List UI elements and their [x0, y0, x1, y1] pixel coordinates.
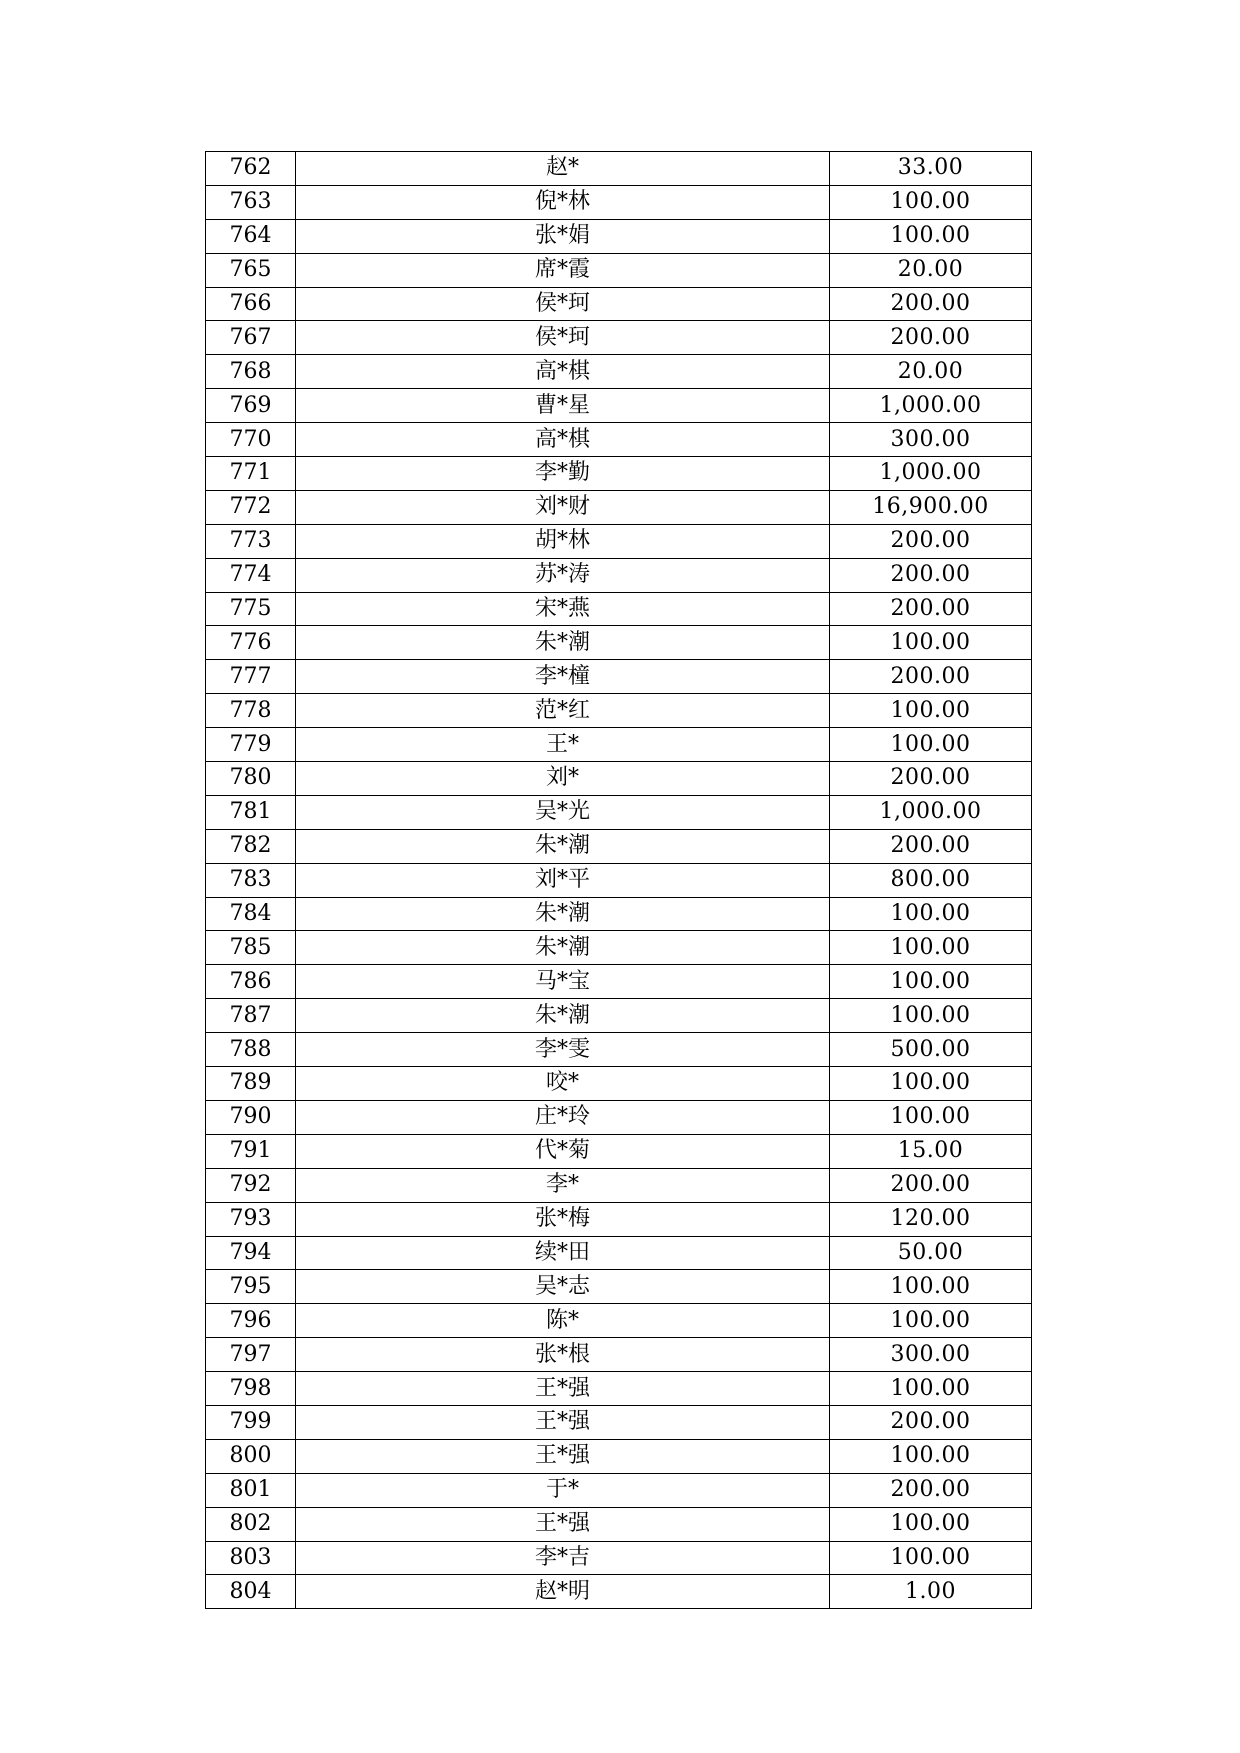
- row-number: 794: [206, 1236, 296, 1270]
- row-number: 762: [206, 152, 296, 186]
- donation-amount: 200.00: [830, 1168, 1032, 1202]
- donation-amount: 300.00: [830, 423, 1032, 457]
- donor-name: 张*梅: [296, 1202, 830, 1236]
- donation-amount: 100.00: [830, 1372, 1032, 1406]
- row-number: 777: [206, 660, 296, 694]
- donation-amount: 200.00: [830, 558, 1032, 592]
- row-number: 798: [206, 1372, 296, 1406]
- table-row: [206, 1439, 1032, 1473]
- table-row: [206, 355, 1032, 389]
- table-row: [206, 829, 1032, 863]
- table-row: [206, 423, 1032, 457]
- table-row: [206, 863, 1032, 897]
- donor-name: 王*强: [296, 1405, 830, 1439]
- donor-name: 朱*潮: [296, 626, 830, 660]
- donor-name: 张*娟: [296, 219, 830, 253]
- row-number: 799: [206, 1405, 296, 1439]
- donation-amount: 1,000.00: [830, 457, 1032, 491]
- row-number: 792: [206, 1168, 296, 1202]
- row-number: 797: [206, 1338, 296, 1372]
- donation-amount: 200.00: [830, 1405, 1032, 1439]
- donation-amount: 20.00: [830, 253, 1032, 287]
- donation-amount: 200.00: [830, 321, 1032, 355]
- donor-name: 朱*潮: [296, 829, 830, 863]
- row-number: 767: [206, 321, 296, 355]
- row-number: 802: [206, 1507, 296, 1541]
- row-number: 790: [206, 1100, 296, 1134]
- donor-name: 王*强: [296, 1507, 830, 1541]
- table-row: [206, 1304, 1032, 1338]
- donation-amount: 120.00: [830, 1202, 1032, 1236]
- donor-name: 朱*潮: [296, 999, 830, 1033]
- donor-name: 倪*林: [296, 185, 830, 219]
- donation-amount: 200.00: [830, 287, 1032, 321]
- donor-name: 范*红: [296, 694, 830, 728]
- table-row: [206, 1338, 1032, 1372]
- donor-name: 侯*珂: [296, 287, 830, 321]
- table-row: [206, 660, 1032, 694]
- row-number: 788: [206, 1033, 296, 1067]
- table-row: [206, 558, 1032, 592]
- row-number: 783: [206, 863, 296, 897]
- donor-name: 于*: [296, 1473, 830, 1507]
- row-number: 766: [206, 287, 296, 321]
- donor-name: 王*: [296, 728, 830, 762]
- table-row: [206, 897, 1032, 931]
- table-row: [206, 762, 1032, 796]
- donor-name: 宋*燕: [296, 592, 830, 626]
- donation-amount: 100.00: [830, 1507, 1032, 1541]
- donor-name: 李*橦: [296, 660, 830, 694]
- row-number: 771: [206, 457, 296, 491]
- table-body: [206, 152, 1032, 1609]
- row-number: 769: [206, 389, 296, 423]
- table-row: [206, 999, 1032, 1033]
- donation-amount: 100.00: [830, 999, 1032, 1033]
- table-row: [206, 1202, 1032, 1236]
- table-row: [206, 1541, 1032, 1575]
- donation-amount: 1.00: [830, 1575, 1032, 1609]
- row-number: 776: [206, 626, 296, 660]
- donor-name: 席*霞: [296, 253, 830, 287]
- table-row: [206, 694, 1032, 728]
- donor-name: 李*勤: [296, 457, 830, 491]
- donor-name: 侯*珂: [296, 321, 830, 355]
- donor-name: 陈*: [296, 1304, 830, 1338]
- row-number: 784: [206, 897, 296, 931]
- row-number: 795: [206, 1270, 296, 1304]
- donation-amount: 33.00: [830, 152, 1032, 186]
- donation-amount: 200.00: [830, 829, 1032, 863]
- donation-amount: 20.00: [830, 355, 1032, 389]
- donation-amount: 50.00: [830, 1236, 1032, 1270]
- donation-amount: 1,000.00: [830, 389, 1032, 423]
- donation-amount: 100.00: [830, 1541, 1032, 1575]
- row-number: 793: [206, 1202, 296, 1236]
- table-row: [206, 321, 1032, 355]
- donor-name: 刘*: [296, 762, 830, 796]
- row-number: 787: [206, 999, 296, 1033]
- donation-amount: 100.00: [830, 694, 1032, 728]
- row-number: 804: [206, 1575, 296, 1609]
- table-row: [206, 1067, 1032, 1101]
- table-row: [206, 253, 1032, 287]
- donor-name: 咬*: [296, 1067, 830, 1101]
- donation-amount: 200.00: [830, 524, 1032, 558]
- row-number: 773: [206, 524, 296, 558]
- donation-amount: 100.00: [830, 1100, 1032, 1134]
- row-number: 768: [206, 355, 296, 389]
- row-number: 775: [206, 592, 296, 626]
- table-row: [206, 185, 1032, 219]
- row-number: 796: [206, 1304, 296, 1338]
- table-row: [206, 795, 1032, 829]
- donor-name: 马*宝: [296, 965, 830, 999]
- table-row: [206, 1507, 1032, 1541]
- donor-name: 庄*玲: [296, 1100, 830, 1134]
- table-row: [206, 965, 1032, 999]
- row-number: 803: [206, 1541, 296, 1575]
- donation-amount: 200.00: [830, 660, 1032, 694]
- donation-amount: 200.00: [830, 592, 1032, 626]
- row-number: 801: [206, 1473, 296, 1507]
- donation-table: [205, 151, 1032, 1609]
- donation-amount: 300.00: [830, 1338, 1032, 1372]
- donor-name: 胡*林: [296, 524, 830, 558]
- donor-name: 张*根: [296, 1338, 830, 1372]
- donor-name: 赵*明: [296, 1575, 830, 1609]
- donation-amount: 100.00: [830, 728, 1032, 762]
- donor-name: 高*棋: [296, 355, 830, 389]
- row-number: 785: [206, 931, 296, 965]
- table-row: [206, 1575, 1032, 1609]
- row-number: 779: [206, 728, 296, 762]
- table-row: [206, 1405, 1032, 1439]
- donor-name: 苏*涛: [296, 558, 830, 592]
- table-row: [206, 524, 1032, 558]
- table-row: [206, 389, 1032, 423]
- table-row: [206, 592, 1032, 626]
- table-row: [206, 152, 1032, 186]
- table-row: [206, 1236, 1032, 1270]
- donor-name: 吴*志: [296, 1270, 830, 1304]
- donation-amount: 16,900.00: [830, 490, 1032, 524]
- row-number: 778: [206, 694, 296, 728]
- donation-amount: 100.00: [830, 1270, 1032, 1304]
- donor-name: 吴*光: [296, 795, 830, 829]
- donor-name: 赵*: [296, 152, 830, 186]
- table-row: [206, 1100, 1032, 1134]
- donor-name: 王*强: [296, 1372, 830, 1406]
- donation-amount: 100.00: [830, 626, 1032, 660]
- table-row: [206, 1134, 1032, 1168]
- donation-amount: 100.00: [830, 1067, 1032, 1101]
- table-row: [206, 1372, 1032, 1406]
- table-row: [206, 1473, 1032, 1507]
- table-row: [206, 490, 1032, 524]
- donation-amount: 800.00: [830, 863, 1032, 897]
- row-number: 782: [206, 829, 296, 863]
- donor-name: 续*田: [296, 1236, 830, 1270]
- donation-amount: 500.00: [830, 1033, 1032, 1067]
- table-row: [206, 1168, 1032, 1202]
- row-number: 800: [206, 1439, 296, 1473]
- donation-amount: 100.00: [830, 931, 1032, 965]
- table-row: [206, 1270, 1032, 1304]
- row-number: 772: [206, 490, 296, 524]
- row-number: 786: [206, 965, 296, 999]
- donation-amount: 200.00: [830, 1473, 1032, 1507]
- donor-name: 李*雯: [296, 1033, 830, 1067]
- donation-amount: 100.00: [830, 965, 1032, 999]
- row-number: 774: [206, 558, 296, 592]
- donation-amount: 100.00: [830, 897, 1032, 931]
- row-number: 781: [206, 795, 296, 829]
- donation-amount: 100.00: [830, 219, 1032, 253]
- table-row: [206, 457, 1032, 491]
- row-number: 791: [206, 1134, 296, 1168]
- row-number: 770: [206, 423, 296, 457]
- donor-name: 朱*潮: [296, 897, 830, 931]
- donor-name: 李*: [296, 1168, 830, 1202]
- donor-name: 李*吉: [296, 1541, 830, 1575]
- donor-name: 朱*潮: [296, 931, 830, 965]
- donation-amount: 100.00: [830, 1439, 1032, 1473]
- table-row: [206, 626, 1032, 660]
- donation-amount: 100.00: [830, 1304, 1032, 1338]
- row-number: 763: [206, 185, 296, 219]
- table-row: [206, 1033, 1032, 1067]
- donation-amount: 100.00: [830, 185, 1032, 219]
- table-row: [206, 728, 1032, 762]
- donation-amount: 1,000.00: [830, 795, 1032, 829]
- donation-amount: 200.00: [830, 762, 1032, 796]
- row-number: 765: [206, 253, 296, 287]
- donation-amount: 15.00: [830, 1134, 1032, 1168]
- table-row: [206, 931, 1032, 965]
- table-row: [206, 219, 1032, 253]
- donor-name: 刘*平: [296, 863, 830, 897]
- row-number: 764: [206, 219, 296, 253]
- donor-name: 王*强: [296, 1439, 830, 1473]
- donor-name: 高*棋: [296, 423, 830, 457]
- row-number: 789: [206, 1067, 296, 1101]
- donor-name: 代*菊: [296, 1134, 830, 1168]
- row-number: 780: [206, 762, 296, 796]
- donor-name: 曹*星: [296, 389, 830, 423]
- table-row: [206, 287, 1032, 321]
- donor-name: 刘*财: [296, 490, 830, 524]
